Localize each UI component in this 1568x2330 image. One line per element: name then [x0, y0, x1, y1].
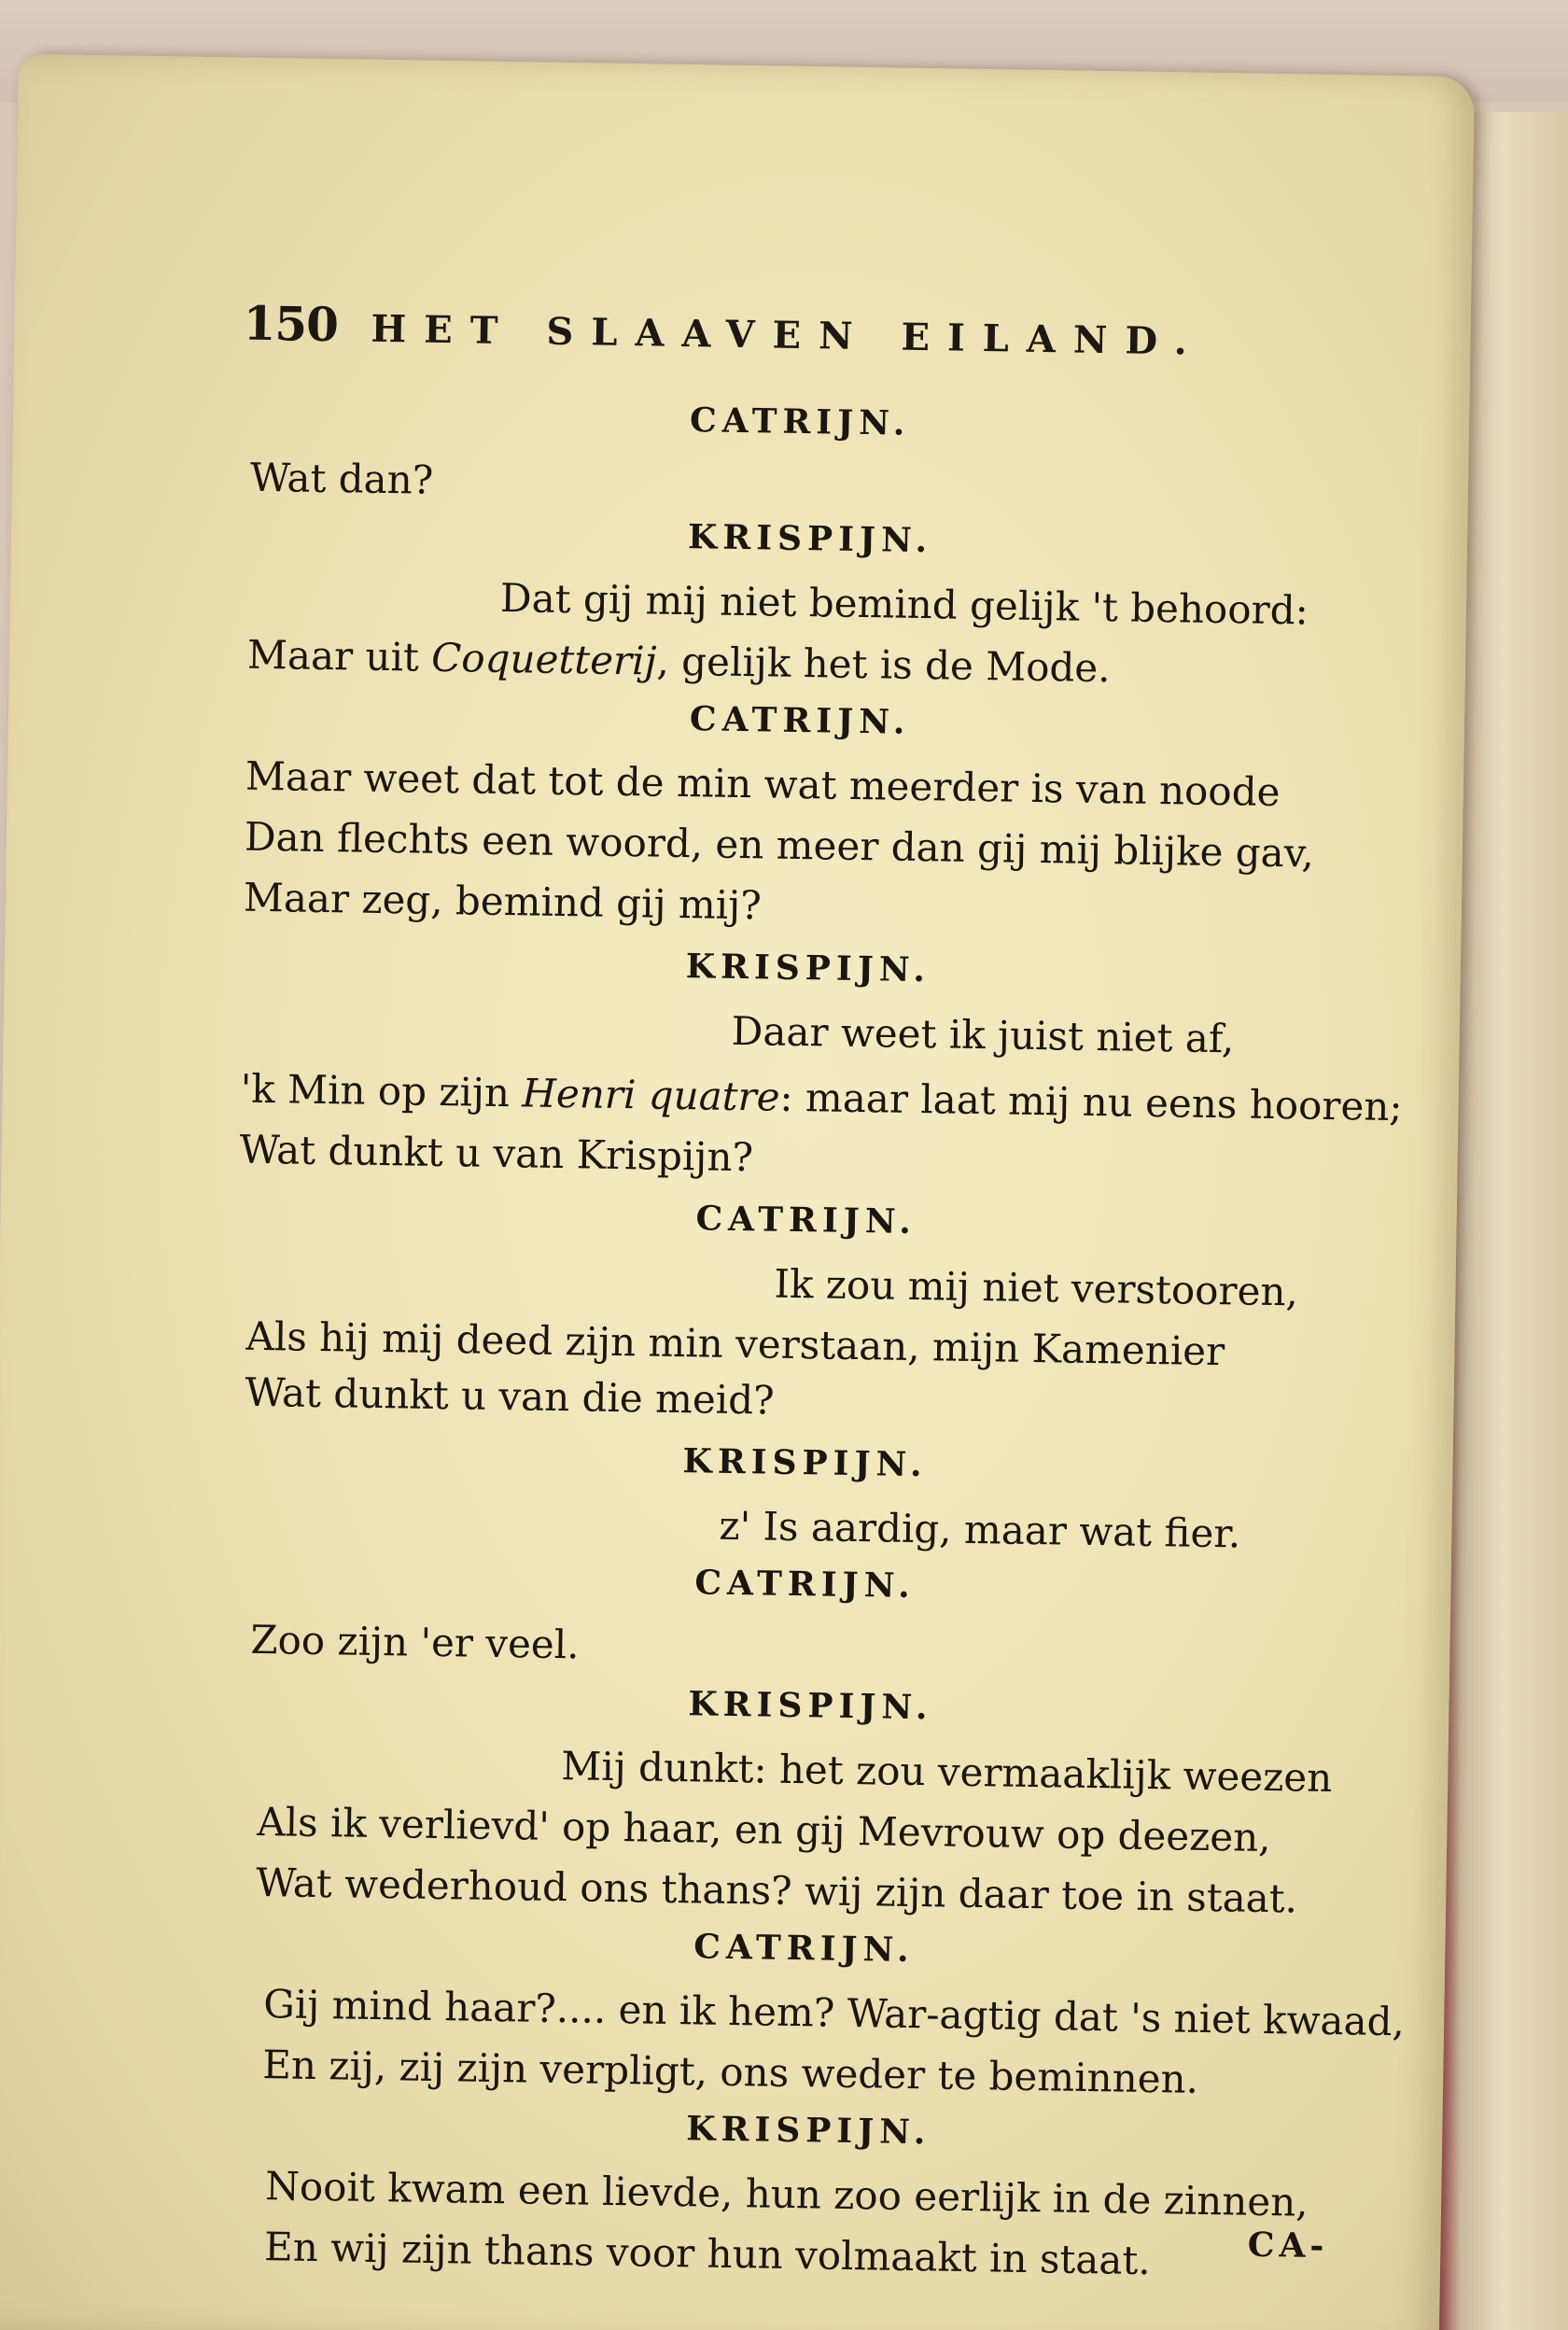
verse-line: Maar zeg, bemind gij mij? [243, 874, 763, 929]
verse-line: Als hij mij deed zijn min verstaan, mijn Kamenier [245, 1312, 1225, 1375]
verse-line: Als ik verlievd' op haar, en gij Mevrouw op deezen, [256, 1798, 1272, 1861]
speaker-label: KRISPIJN. [685, 947, 931, 990]
verse-line: Wat dunkt u van Krispijn? [239, 1126, 754, 1181]
speaker-label: KRISPIJN. [682, 1441, 928, 1485]
verse-line: Ik zou mij niet verstooren, [774, 1260, 1299, 1315]
speaker-label: KRISPIJN. [687, 517, 933, 561]
speaker-label: CATRIJN. [689, 400, 911, 443]
verse-line: Wat dan? [249, 454, 434, 503]
verse-line: Dat gij mij niet bemind gelijk 't behoord: [499, 574, 1309, 634]
verse-line: Mij dunkt: het zou vermaaklijk weezen [560, 1743, 1333, 1802]
verse-line: Zoo zijn 'er veel. [250, 1616, 580, 1668]
verse-text: Maar uit [246, 631, 420, 681]
verse-text: 'k Min op zijn [240, 1065, 511, 1116]
verse-line: En wij zijn thans voor hun volmaakt in staat. [263, 2224, 1152, 2284]
speaker-label: CATRIJN. [689, 699, 911, 742]
speaker-label: KRISPIJN. [688, 1684, 933, 1728]
verse-line: z' Is aardig, maar wat fier. [719, 1502, 1241, 1557]
verse-italic-text: Henri quatre [521, 1070, 780, 1120]
speaker-label: KRISPIJN. [685, 2109, 931, 2153]
verse-line-composite [240, 1066, 1403, 1130]
verse-line-composite [247, 632, 1111, 692]
verse-line: Gij mind haar?.... en ik hem? War-agtig dat 's niet kwaad, [262, 1981, 1406, 2045]
verse-line: Wat wederhoud ons thans? wij zijn daar toe in staat. [255, 1859, 1298, 1922]
verse-line: Dan flechts een woord, en meer dan gij mij blijke gav, [244, 813, 1315, 877]
page-number: 150 [243, 295, 339, 353]
speaker-label: CATRIJN. [694, 1563, 917, 1607]
running-title: HET SLAAVEN EILAND. [371, 306, 1205, 364]
verse-line: En zij, zij zijn verpligt, ons weder te beminnen. [261, 2042, 1199, 2102]
page-header [243, 296, 1364, 369]
book-page [0, 54, 1475, 2330]
verse-line: Maar weet dat tot de min wat meerder is van noode [245, 752, 1281, 816]
verse-italic-text: Coquetterij [430, 634, 657, 684]
catchword: CA- [1247, 2225, 1329, 2267]
verse-line: Daar weet ik juist niet af, [731, 1007, 1235, 1062]
speaker-label: CATRIJN. [695, 1199, 917, 1242]
verse-text: , gelijk het is de Mode. [656, 638, 1111, 692]
verse-line: Nooit kwam een lievde, hun zoo eerlijk in de zinnen, [264, 2163, 1309, 2225]
verse-line: Wat dunkt u van die meid? [245, 1369, 775, 1424]
verse-text: : maar laat mij nu eens hooren; [779, 1074, 1403, 1130]
speaker-label: CATRIJN. [693, 1927, 915, 1971]
